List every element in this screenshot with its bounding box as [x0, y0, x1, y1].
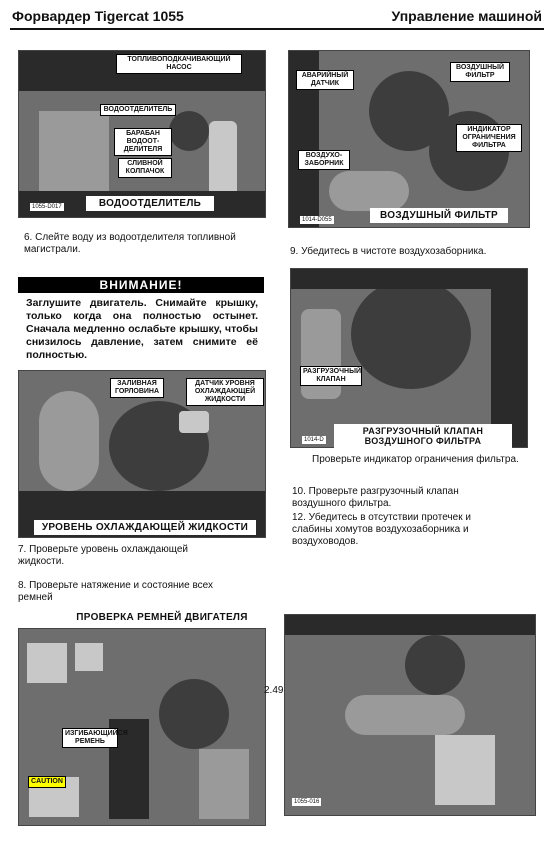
air-filter-caption: ВОЗДУШНЫЙ ФИЛЬТР — [370, 208, 508, 223]
filler-neck-label: ЗАЛИВНАЯ ГОРЛОВИНА — [110, 378, 164, 398]
belts-fig-id: 1055-016 — [294, 799, 320, 805]
water-separator-caption: ВОДООТДЕЛИТЕЛЬ — [86, 196, 214, 211]
indicator-label: ИНДИКАТОР ОГРАНИЧЕНИЯ ФИЛЬТРА — [456, 124, 522, 152]
air-intake-label: ВОЗДУХО-ЗАБОРНИК — [298, 150, 350, 170]
air-filter-label: ВОЗДУШНЫЙ ФИЛЬТР — [450, 62, 510, 82]
warning-text: Заглушите двигатель. Снимайте крышку, только когда она полностью остынет. Сначала медленно ослабьте крышку, чтобы снизилось давление, затем снимите её полностью. — [26, 297, 258, 361]
relief-valve-label: РАЗГРУЗОЧНЫЙ КЛАПАН — [300, 366, 362, 386]
header-divider — [10, 28, 544, 30]
section-title: Управление машиной — [391, 8, 542, 24]
coolant-caption: УРОВЕНЬ ОХЛАЖДАЮЩЕЙ ЖИДКОСТИ — [34, 520, 256, 535]
step-6: 6. Слейте воду из водоотделителя топливной магистрали. — [24, 232, 236, 255]
belts-caption: ПРОВЕРКА РЕМНЕЙ ДВИГАТЕЛЯ — [60, 610, 264, 625]
step-10: 10. Проверьте разгрузочный клапан воздушного фильтра. — [292, 486, 459, 509]
step-9: 9. Убедитесь в чистоте воздухозаборника. — [290, 246, 487, 257]
caution-sticker: CAUTION — [28, 776, 66, 788]
drum-label: БАРАБАН ВОДООТ-ДЕЛИТЕЛЯ — [114, 128, 172, 156]
flexing-belt-label: ИЗГИБАЮЩИЙСЯ РЕМЕНЬ — [62, 728, 118, 748]
step-12: 12. Убедитесь в отсутствии протечек и слабины хомутов воздухозаборника и воздуховодов. — [292, 512, 471, 547]
relief-valve-photo — [290, 268, 528, 448]
belts-photo-left — [18, 628, 266, 826]
step-7: 7. Проверьте уровень охлаждающей жидкости. — [18, 544, 188, 567]
step-8: 8. Проверьте натяжение и состояние всех ремней — [18, 580, 214, 603]
relief-valve-caption: РАЗГРУЗОЧНЫЙ КЛАПАН ВОЗДУШНОГО ФИЛЬТРА — [334, 424, 512, 448]
document-title: Форвардер Tigercat 1055 — [12, 8, 184, 24]
alarm-sensor-label: АВАРИЙНЫЙ ДАТЧИК — [296, 70, 354, 90]
water-separator-fig-id: 1055-D017 — [32, 204, 62, 210]
page-number: 2.49 — [264, 685, 284, 696]
drain-cap-label: СЛИВНОЙ КОЛПАЧОК — [118, 158, 172, 178]
fuel-pump-label: ТОПЛИВОПОДКАЧИВАЮЩИЙ НАСОС — [116, 54, 242, 74]
coolant-sensor-label: ДАТЧИК УРОВНЯ ОХЛАЖДАЮЩЕЙ ЖИДКОСТИ — [186, 378, 264, 406]
air-filter-fig-id: 1014-D055 — [302, 217, 332, 223]
separator-label: ВОДООТДЕЛИТЕЛЬ — [100, 104, 176, 116]
step-check-indicator: Проверьте индикатор ограничения фильтра. — [312, 454, 519, 465]
belts-photo-right — [284, 614, 536, 816]
relief-valve-fig-id: 1014-D — [304, 437, 324, 443]
warning-title: ВНИМАНИЕ! — [18, 277, 264, 293]
